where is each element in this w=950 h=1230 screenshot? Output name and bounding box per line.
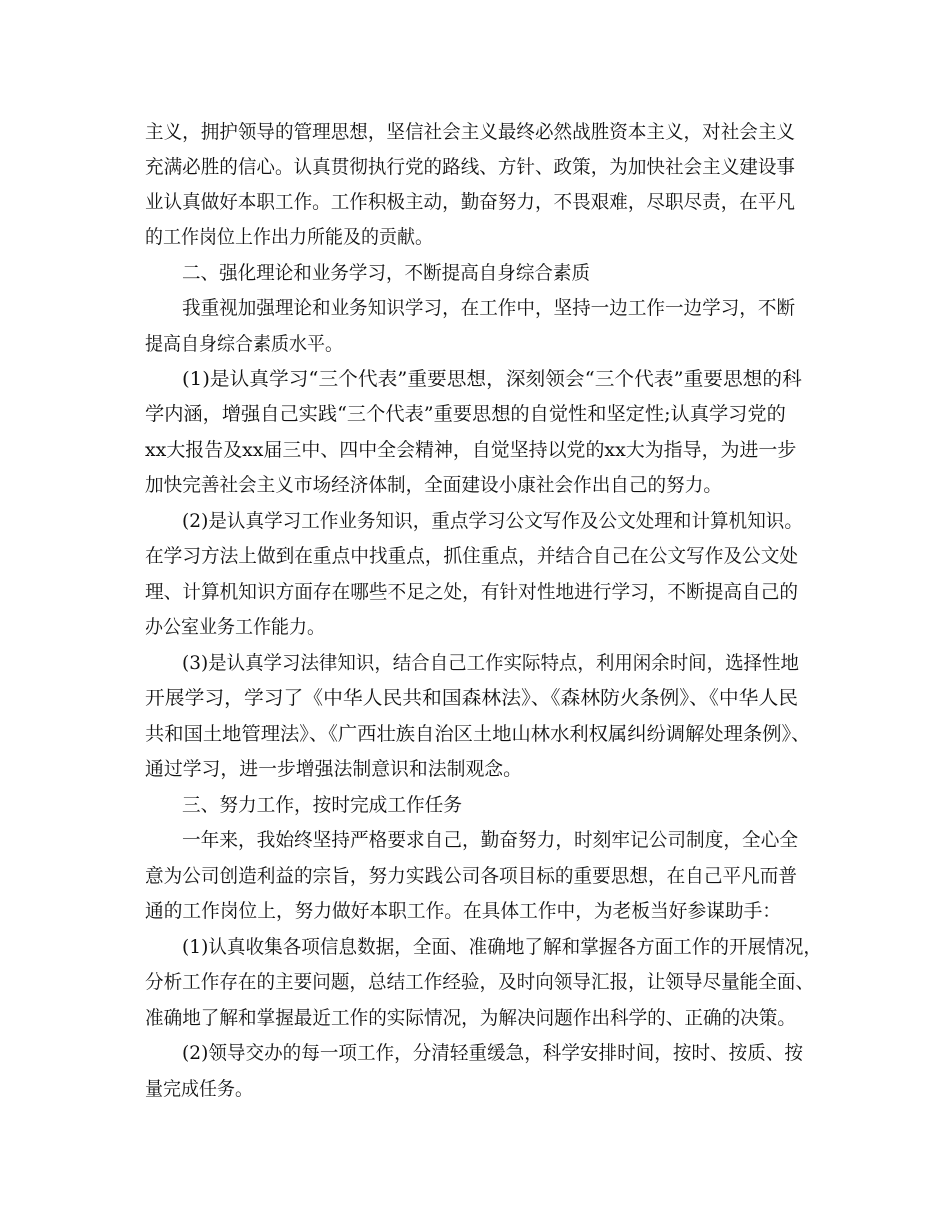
body-text-line: (2)是认真学习工作业务知识，重点学习公文写作及公文处理和计算机知识。	[182, 510, 803, 532]
body-text-line: 的工作岗位上作出力所能及的贡献。	[145, 226, 434, 248]
body-text-line: 办公室业务工作能力。	[145, 616, 326, 638]
body-text-line: (2)领导交办的每一项工作，分清轻重缓急，科学安排时间，按时、按质、按	[182, 1042, 803, 1064]
body-text-line: 一年来，我始终坚持严格要求自己，勤奋努力，时刻牢记公司制度，全心全	[182, 829, 799, 851]
body-text-line: 我重视加强理论和业务知识学习，在工作中，坚持一边工作一边学习，不断	[182, 297, 796, 319]
body-text-line: 通的工作岗位上，努力做好本职工作。在具体工作中，为老板当好参谋助手：	[145, 900, 782, 922]
section-heading: 三、努力工作，按时完成工作任务	[182, 794, 463, 816]
body-text-line: 主义，拥护领导的管理思想，坚信社会主义最终必然战胜资本主义，对社会主义	[145, 121, 795, 143]
body-text-line: 共和国土地管理法》、《广西壮族自治区土地山林水利权属纠纷调解处理条例》、	[145, 723, 811, 745]
body-text-line: xx大报告及xx届三中、四中全会精神，自觉坚持以党的xx大为指导，为进一步	[145, 439, 797, 461]
body-text-line: 学内涵，增强自己实践“三个代表”重要思想的自觉性和坚定性;认真学习党的	[145, 403, 786, 425]
body-text-line: 业认真做好本职工作。工作积极主动，勤奋努力，不畏艰难，尽职尽责，在平凡	[145, 191, 795, 213]
body-text-line: 理、计算机知识方面存在哪些不足之处，有针对性地进行学习，不断提高自己的	[145, 581, 799, 603]
body-text-line: 加快完善社会主义市场经济体制，全面建设小康社会作出自己的努力。	[145, 474, 722, 496]
body-text-line: 准确地了解和掌握最近工作的实际情况，为解决问题作出科学的、正确的决策。	[145, 1007, 796, 1029]
body-text-line: 开展学习，学习了《中华人民共和国森林法》、《森林防火条例》、《中华人民	[145, 687, 799, 709]
body-text-line: 分析工作存在的主要问题，总结工作经验，及时向领导汇报，让领导尽量能全面、	[145, 971, 815, 993]
body-text-line: (1)认真收集各项信息数据，全面、准确地了解和掌握各方面工作的开展情况，	[182, 936, 822, 958]
body-text-line: 充满必胜的信心。认真贯彻执行党的路线、方针、政策，为加快社会主义建设事	[145, 156, 795, 178]
body-text-line: (3)是认真学习法律知识，结合自己工作实际特点，利用闲余时间，选择性地	[182, 652, 799, 674]
section-heading: 二、强化理论和业务学习，不断提高自身综合素质	[182, 262, 591, 284]
body-text-line: (1)是认真学习“三个代表”重要思想，深刻领会“三个代表”重要思想的科	[182, 368, 802, 390]
body-text-line: 提高自身综合素质水平。	[145, 333, 344, 355]
body-text-line: 在学习方法上做到在重点中找重点，抓住重点，并结合自己在公文写作及公文处	[145, 545, 799, 567]
body-text-line: 通过学习，进一步增强法制意识和法制观念。	[145, 758, 523, 780]
body-text-line: 量完成任务。	[145, 1078, 254, 1100]
body-text-line: 意为公司创造利益的宗旨，努力实践公司各项目标的重要思想，在自己平凡而普	[145, 865, 798, 887]
